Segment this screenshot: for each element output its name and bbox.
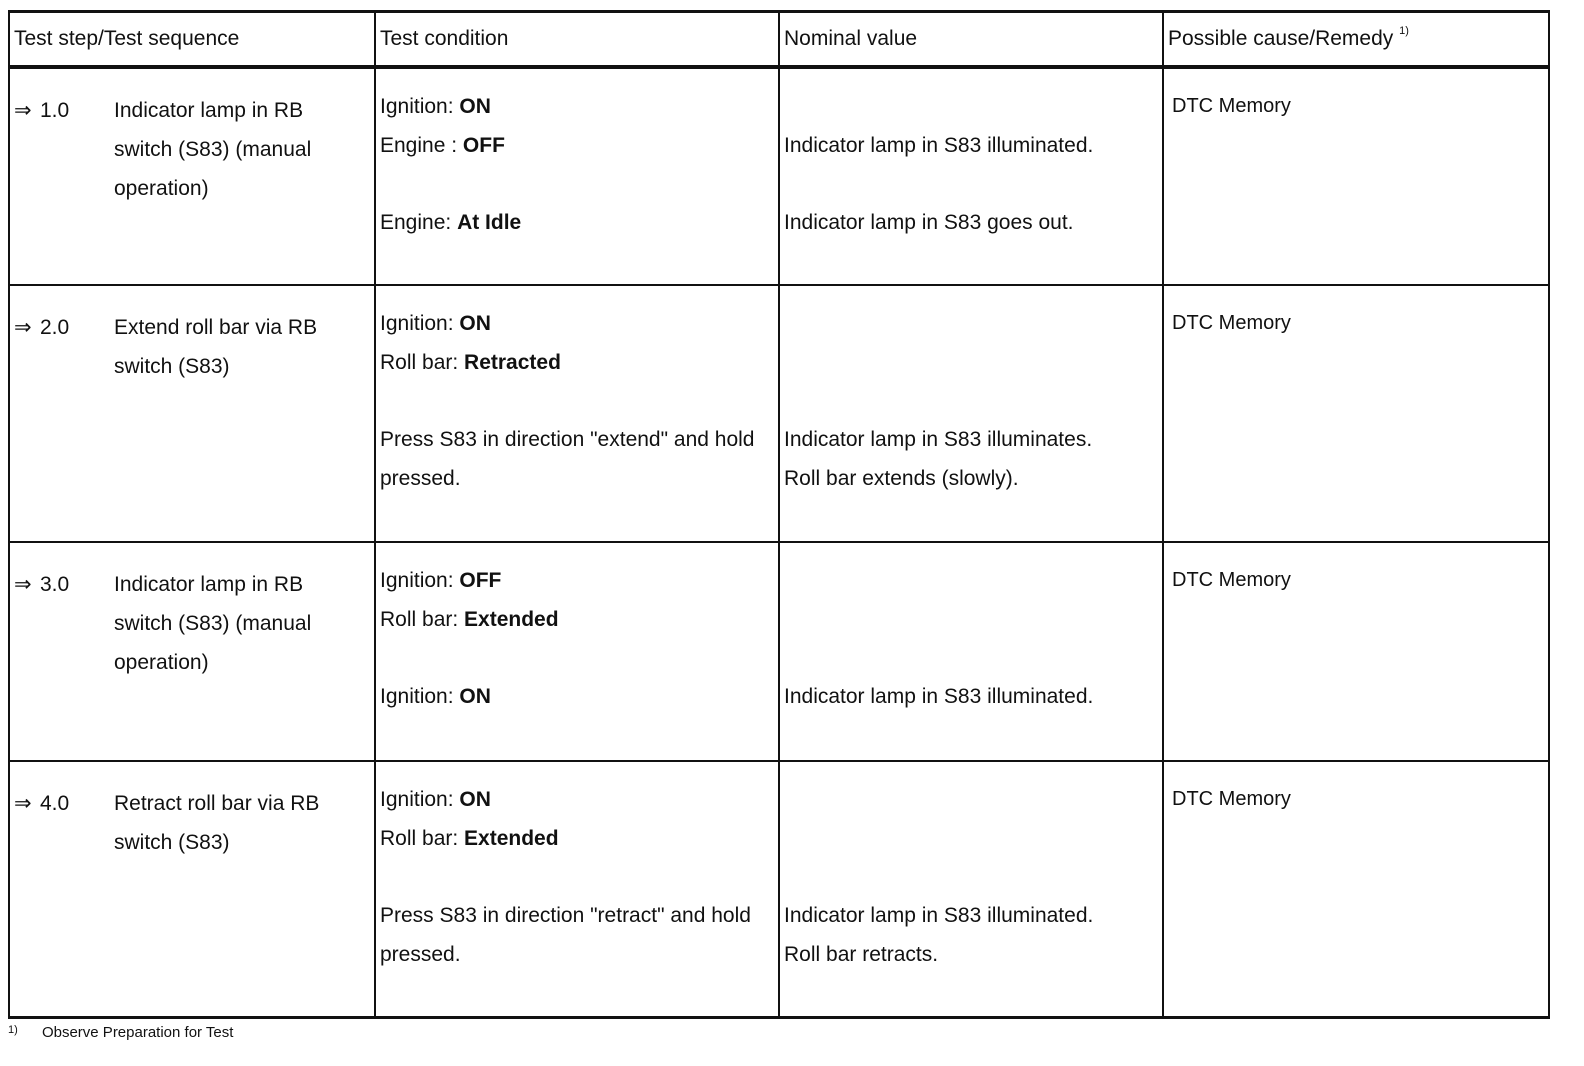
table-header-row	[9, 12, 1549, 67]
table-row	[9, 67, 1549, 285]
step-description: Indicator lamp in RB switch (S83) (manual operation)	[114, 98, 312, 200]
nominal-line: Indicator lamp in S83 illuminated.	[784, 684, 1094, 708]
header-possible-cause: Possible cause/Remedy $^{1)}$	[1163, 12, 1549, 67]
header-test-condition: Test condition	[375, 12, 779, 67]
nominal-line: Indicator lamp in S83 illuminated.	[784, 903, 1094, 927]
arrow-icon: ⇒	[14, 791, 32, 815]
condition-line: pressed.	[380, 466, 461, 490]
step-description: Indicator lamp in RB switch (S83) (manual operation)	[114, 572, 312, 674]
table-row	[9, 761, 1549, 1018]
test-step	[10, 762, 374, 862]
condition-line: Roll bar: Retracted	[380, 350, 561, 374]
test-step	[10, 543, 374, 682]
footnote	[8, 1024, 233, 1041]
condition-line: Ignition: ON	[380, 684, 491, 708]
step-description: Extend roll bar via RB switch (S83)	[114, 315, 318, 378]
cause-text: DTC Memory	[1172, 311, 1291, 334]
nominal-line: Roll bar extends (slowly).	[784, 466, 1019, 490]
condition-line: Engine : OFF	[380, 133, 505, 157]
step-description: Retract roll bar via RB switch (S83)	[114, 791, 320, 854]
condition-line: Roll bar: Extended	[380, 607, 559, 631]
table-row	[9, 542, 1549, 761]
nominal-line: Indicator lamp in S83 illuminates.	[784, 427, 1093, 451]
arrow-icon: ⇒	[14, 98, 32, 122]
condition-line: Ignition: ON	[380, 311, 491, 335]
footnote-mark: 1)	[8, 1024, 18, 1036]
condition-line: Press S83 in direction "extend" and hold	[380, 427, 755, 451]
nominal-line: Indicator lamp in S83 illuminated.	[784, 133, 1094, 157]
condition-line: Engine: At Idle	[380, 210, 522, 234]
header-test-step: Test step/Test sequence	[9, 12, 375, 67]
nominal-line: Indicator lamp in S83 goes out.	[784, 210, 1074, 234]
header-nominal-value: Nominal value	[779, 12, 1163, 67]
table-row	[9, 285, 1549, 542]
condition-line: Press S83 in direction "retract" and hold	[380, 903, 751, 927]
step-number: 1.0	[40, 98, 70, 122]
arrow-icon: ⇒	[14, 315, 32, 339]
step-number: 4.0	[40, 791, 70, 815]
condition-line: Roll bar: Extended	[380, 826, 559, 850]
condition-line: Ignition: ON	[380, 94, 491, 118]
test-step	[10, 286, 374, 386]
diagnostic-test-table	[8, 10, 1550, 1019]
nominal-line: Roll bar retracts.	[784, 942, 939, 966]
condition-line: Ignition: ON	[380, 787, 491, 811]
condition-line: Ignition: OFF	[380, 568, 502, 592]
test-step	[10, 69, 374, 208]
condition-line: pressed.	[380, 942, 461, 966]
footnote-reference: 1)	[1399, 25, 1409, 37]
step-number: 3.0	[40, 572, 70, 596]
cause-text: DTC Memory	[1172, 94, 1291, 117]
step-number: 2.0	[40, 315, 70, 339]
footnote-text: Observe Preparation for Test	[41, 1024, 234, 1041]
cause-text: DTC Memory	[1172, 568, 1291, 591]
cause-text: DTC Memory	[1172, 787, 1291, 810]
arrow-icon: ⇒	[14, 572, 32, 596]
